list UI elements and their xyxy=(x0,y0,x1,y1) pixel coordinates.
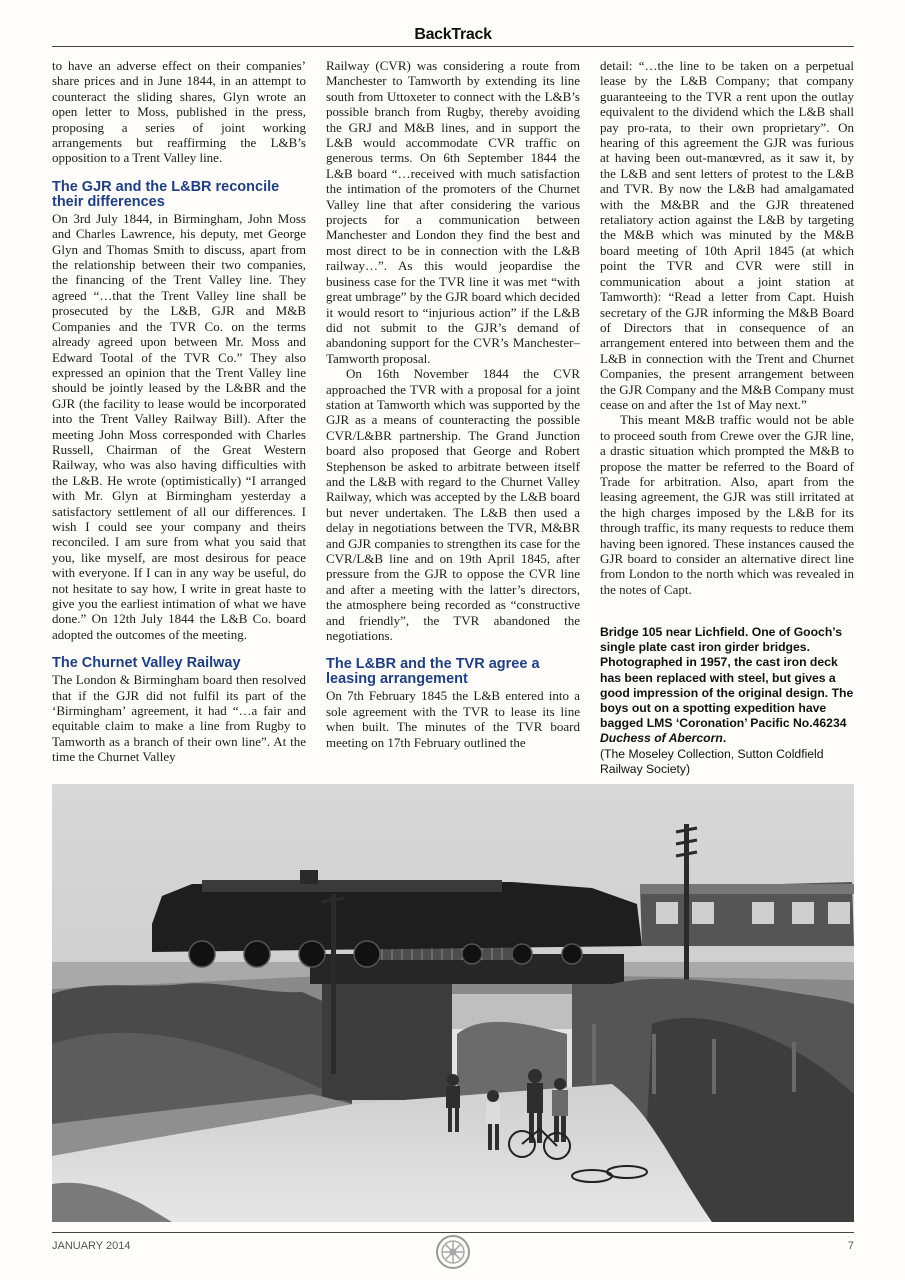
text-column-1 xyxy=(52,58,306,765)
section-heading: The GJR and the L&BR reconcile their differences xyxy=(52,178,280,210)
paragraph: to have an adverse effect on their companies’ share prices and in June 1844, in an attempt to counteract the sliding shares, Glyn wrote an open letter to Moss, published in the press, proposing a series of joint working arrangements but reaffirming the L&B’s opposition to a Trent Valley line. xyxy=(52,58,306,166)
paragraph: On 7th February 1845 the L&B entered into a sole agreement with the TVR to lease its line when built. The minutes of the TVR board meeting on 17th February outlined the xyxy=(326,688,580,750)
caption-end: . xyxy=(722,731,727,746)
photo-credit: (The Moseley Collection, Sutton Coldfield Railway Society) xyxy=(600,746,824,776)
paragraph: This meant M&B traffic would not be able to proceed south from Crewe over the GJR line, a drastic situation which prompted the M&B to propose the matter be referred to the Board of Trade for arbitration. Also, apart from the leasing agreement, the GJR was still irritated at the high charges imposed by the L&B for its through traffic, its many requests to reduce them having been ignored. These instances caused the GJR board to consider an alternative direct line from London to the north which was revealed in the notes of Capt. xyxy=(600,412,854,597)
paragraph: The London & Birmingham board then resolved that if the GJR did not fulfil its part of the ‘Birmingham’ agreement, it had “…a fair and equitable claim to make a line from Rugby to Tamworth as a branch of their own line”. At the time the Churnet Valley xyxy=(52,672,306,765)
page-footer xyxy=(52,1232,854,1273)
section-heading: The L&BR and the TVR agree a leasing arrangement xyxy=(326,656,540,688)
magazine-logo: BackTrack xyxy=(414,26,492,43)
text-column-3 xyxy=(600,58,854,597)
masthead xyxy=(52,24,854,47)
caption-text: Bridge 105 near Lichfield. One of Gooch’s single plate cast iron girder bridges. Photographed in 1957, the cast iron deck has been replaced with steel, but gives a good impression of the original design. The boys out on a spotting expedition have bagged LMS ‘Coronation’ Pacific No.46234 xyxy=(600,625,854,731)
photo-caption xyxy=(600,625,856,777)
bridge-photo-illustration xyxy=(52,784,854,1222)
text-column-2 xyxy=(326,58,580,750)
paragraph: On 3rd July 1844, in Birmingham, John Moss and Charles Lawrence, his deputy, met George Glyn and Thomas Smith to discuss, apart from the relationship between their two companies, the financing of the Trent Valley line. They agreed “…that the Trent Valley line shall be prosecuted by the L&B, GJR and M&B Companies and the TVR Co. on the terms already agreed upon between Mr. Moss and Edward Tootal of the TVR Co.” They also expressed an opinion that the Trent Valley line should be jointly leased by the L&BR and the GJR (the facility to lease would be incorporated into the Trent Valley Railway Bill). After the meeting John Moss corresponded with Charles Russell, Chairman of the Great Western Railway, who was also having difficulties with the L&B. He wrote (optimistically) “I arranged with Mr. Glyn at Birmingham yesterday a satisfactory settlement of all our differences. I wish I could see your company and theirs reconciled. I am sure from what you said that you, like myself, are most desirous for peace with everyone. If I can in any way be useful, do not hesitate to say how, I write in great haste to give you the earliest intimation of what we have done.” On 12th July 1844 the L&B Co. board adopted the outcomes of the meeting. xyxy=(52,210,306,642)
paragraph: detail: “…the line to be taken on a perpetual lease by the L&B Company; that company guaranteeing to the TVR a rent upon the outlay equivalent to the dividend which the L&B shall pay pro-rata, to their own proprietary”. On hearing of this agreement the GJR was furious at having been out-manœvred, as it saw it, by the L&B and sent letters of protest to the L&B and TVR. By now the L&B had amalgamated with the M&BR and the GJR threatened retaliatory action against the L&B by targeting the M&B which was minuted by the M&B board meeting of 10th April 1845 (at which point the TVR and CVR were still in communication about a joint station at Tamworth): “Read a letter from Capt. Huish secretary of the GJR informing the M&B Board of Directors that in consequence of an arrangement entered into between them and the L&B in connection with the Trent and Churnet Companies, the present arrangement between the GJR Company and the M&B Company must cease on and after the 1st of May next.” xyxy=(600,58,854,412)
issue-date: JANUARY 2014 xyxy=(52,1240,131,1252)
page-number: 7 xyxy=(847,1240,854,1252)
paragraph: Railway (CVR) was considering a route from Manchester to Tamworth by extending its line south from Uttoxeter to connect with the L&B’s possible branch from Rugby, thereby avoiding the GRJ and M&B lines, and in support the L&B would accommodate CVR traffic on generous terms. On 6th September 1844 the L&B board “…received with much satisfaction the intimation of the promoters of the Churnet Valley line that after considering the various projects for a communication between Manchester and London they find the best and most direct to be in connection with the L&B railway…”. As this would jeopardise the business case for the TVR line it was met “with great umbrage” by the GJR board which decided it would resort to “injurious action” if the L&B did not submit to the GJR’s demand of abandoning support for the CVR’s Manchester–Tamworth proposal. xyxy=(326,58,580,366)
caption-loco-name: Duchess of Abercorn xyxy=(600,731,723,746)
wheel-icon xyxy=(435,1234,471,1273)
section-heading: The Churnet Valley Railway xyxy=(52,655,241,672)
bridge-photograph xyxy=(52,784,854,1222)
paragraph: On 16th November 1844 the CVR approached the TVR with a proposal for a joint station at Tamworth which was supported by the GJR as a means of counteracting the possible CVR/L&BR partnership. The Grand Junction board also proposed that George and Robert Stephenson be asked to arbitrate between itself and the L&B with regard to the Churnet Valley Railway, which was accepted by the L&B board but never undertaken. The L&B then used a delay in negotiations between the TVR, M&BR and GJR companies to strengthen its case for the CVR/L&B line and on 19th April 1845, after pressure from the GJR to oppose the CVR line and after a meeting with the latter’s directors, the atmosphere being recorded as “constructive and friendly”, the TVR abandoned the negotiations. xyxy=(326,366,580,644)
